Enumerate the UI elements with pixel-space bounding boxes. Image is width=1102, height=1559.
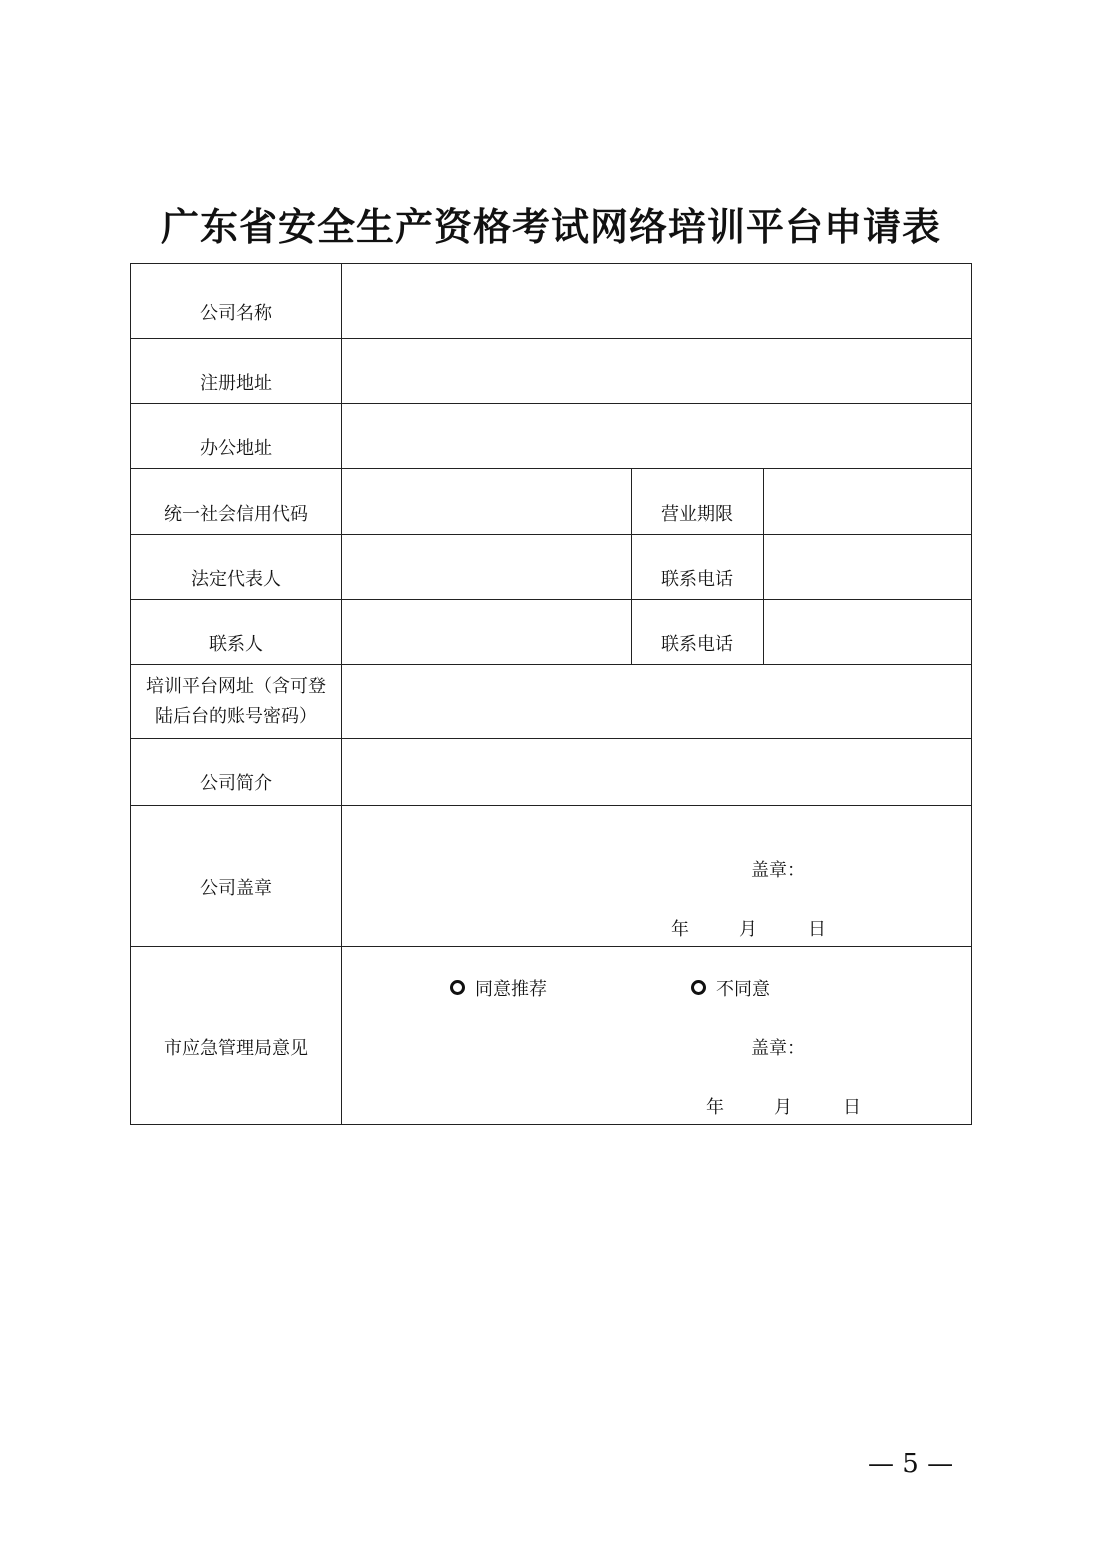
column-divider [631, 468, 632, 664]
label-credit-code: 统一社会信用代码 [164, 504, 308, 525]
row-divider [131, 468, 971, 469]
seal-label: 盖章： [751, 860, 805, 881]
option-disagree: 不同意 [716, 979, 770, 1000]
label-platform-url-line1: 培训平台网址（含可登 [146, 676, 326, 697]
opinion-seal-label: 盖章： [751, 1038, 805, 1059]
disagree-radio-icon[interactable] [691, 980, 706, 995]
row-divider [131, 338, 971, 339]
label-platform-url-line2: 陆后台的账号密码） [155, 706, 317, 727]
seal-month: 月 [739, 919, 757, 940]
label-phone-2: 联系电话 [661, 634, 733, 655]
row-divider [131, 403, 971, 404]
label-bureau-opinion: 市应急管理局意见 [164, 1038, 308, 1059]
page-title: 广东省安全生产资格考试网络培训平台申请表 [160, 204, 941, 249]
opinion-year: 年 [706, 1097, 724, 1118]
label-platform-url [146, 672, 326, 732]
row-divider [131, 599, 971, 600]
label-business-term: 营业期限 [661, 504, 733, 525]
row-divider [131, 805, 971, 806]
column-divider [763, 468, 764, 664]
application-form-table [130, 263, 972, 1125]
row-divider [131, 664, 971, 665]
row-divider [131, 534, 971, 535]
agree-radio-icon[interactable] [450, 980, 465, 995]
row-divider [131, 738, 971, 739]
page-number: — 5 — [868, 1449, 954, 1479]
seal-year: 年 [671, 919, 689, 940]
opinion-month: 月 [774, 1097, 792, 1118]
label-contact: 联系人 [209, 634, 263, 655]
column-divider [341, 264, 342, 1124]
label-registered-address: 注册地址 [200, 373, 272, 394]
opinion-day: 日 [843, 1097, 861, 1118]
option-agree: 同意推荐 [475, 979, 547, 1000]
label-phone-1: 联系电话 [661, 569, 733, 590]
label-company-name: 公司名称 [200, 303, 272, 324]
label-company-intro: 公司简介 [200, 773, 272, 794]
label-legal-rep: 法定代表人 [191, 569, 281, 590]
label-company-seal: 公司盖章 [200, 878, 272, 899]
row-divider [131, 946, 971, 947]
label-office-address: 办公地址 [200, 438, 272, 459]
seal-day: 日 [808, 919, 826, 940]
